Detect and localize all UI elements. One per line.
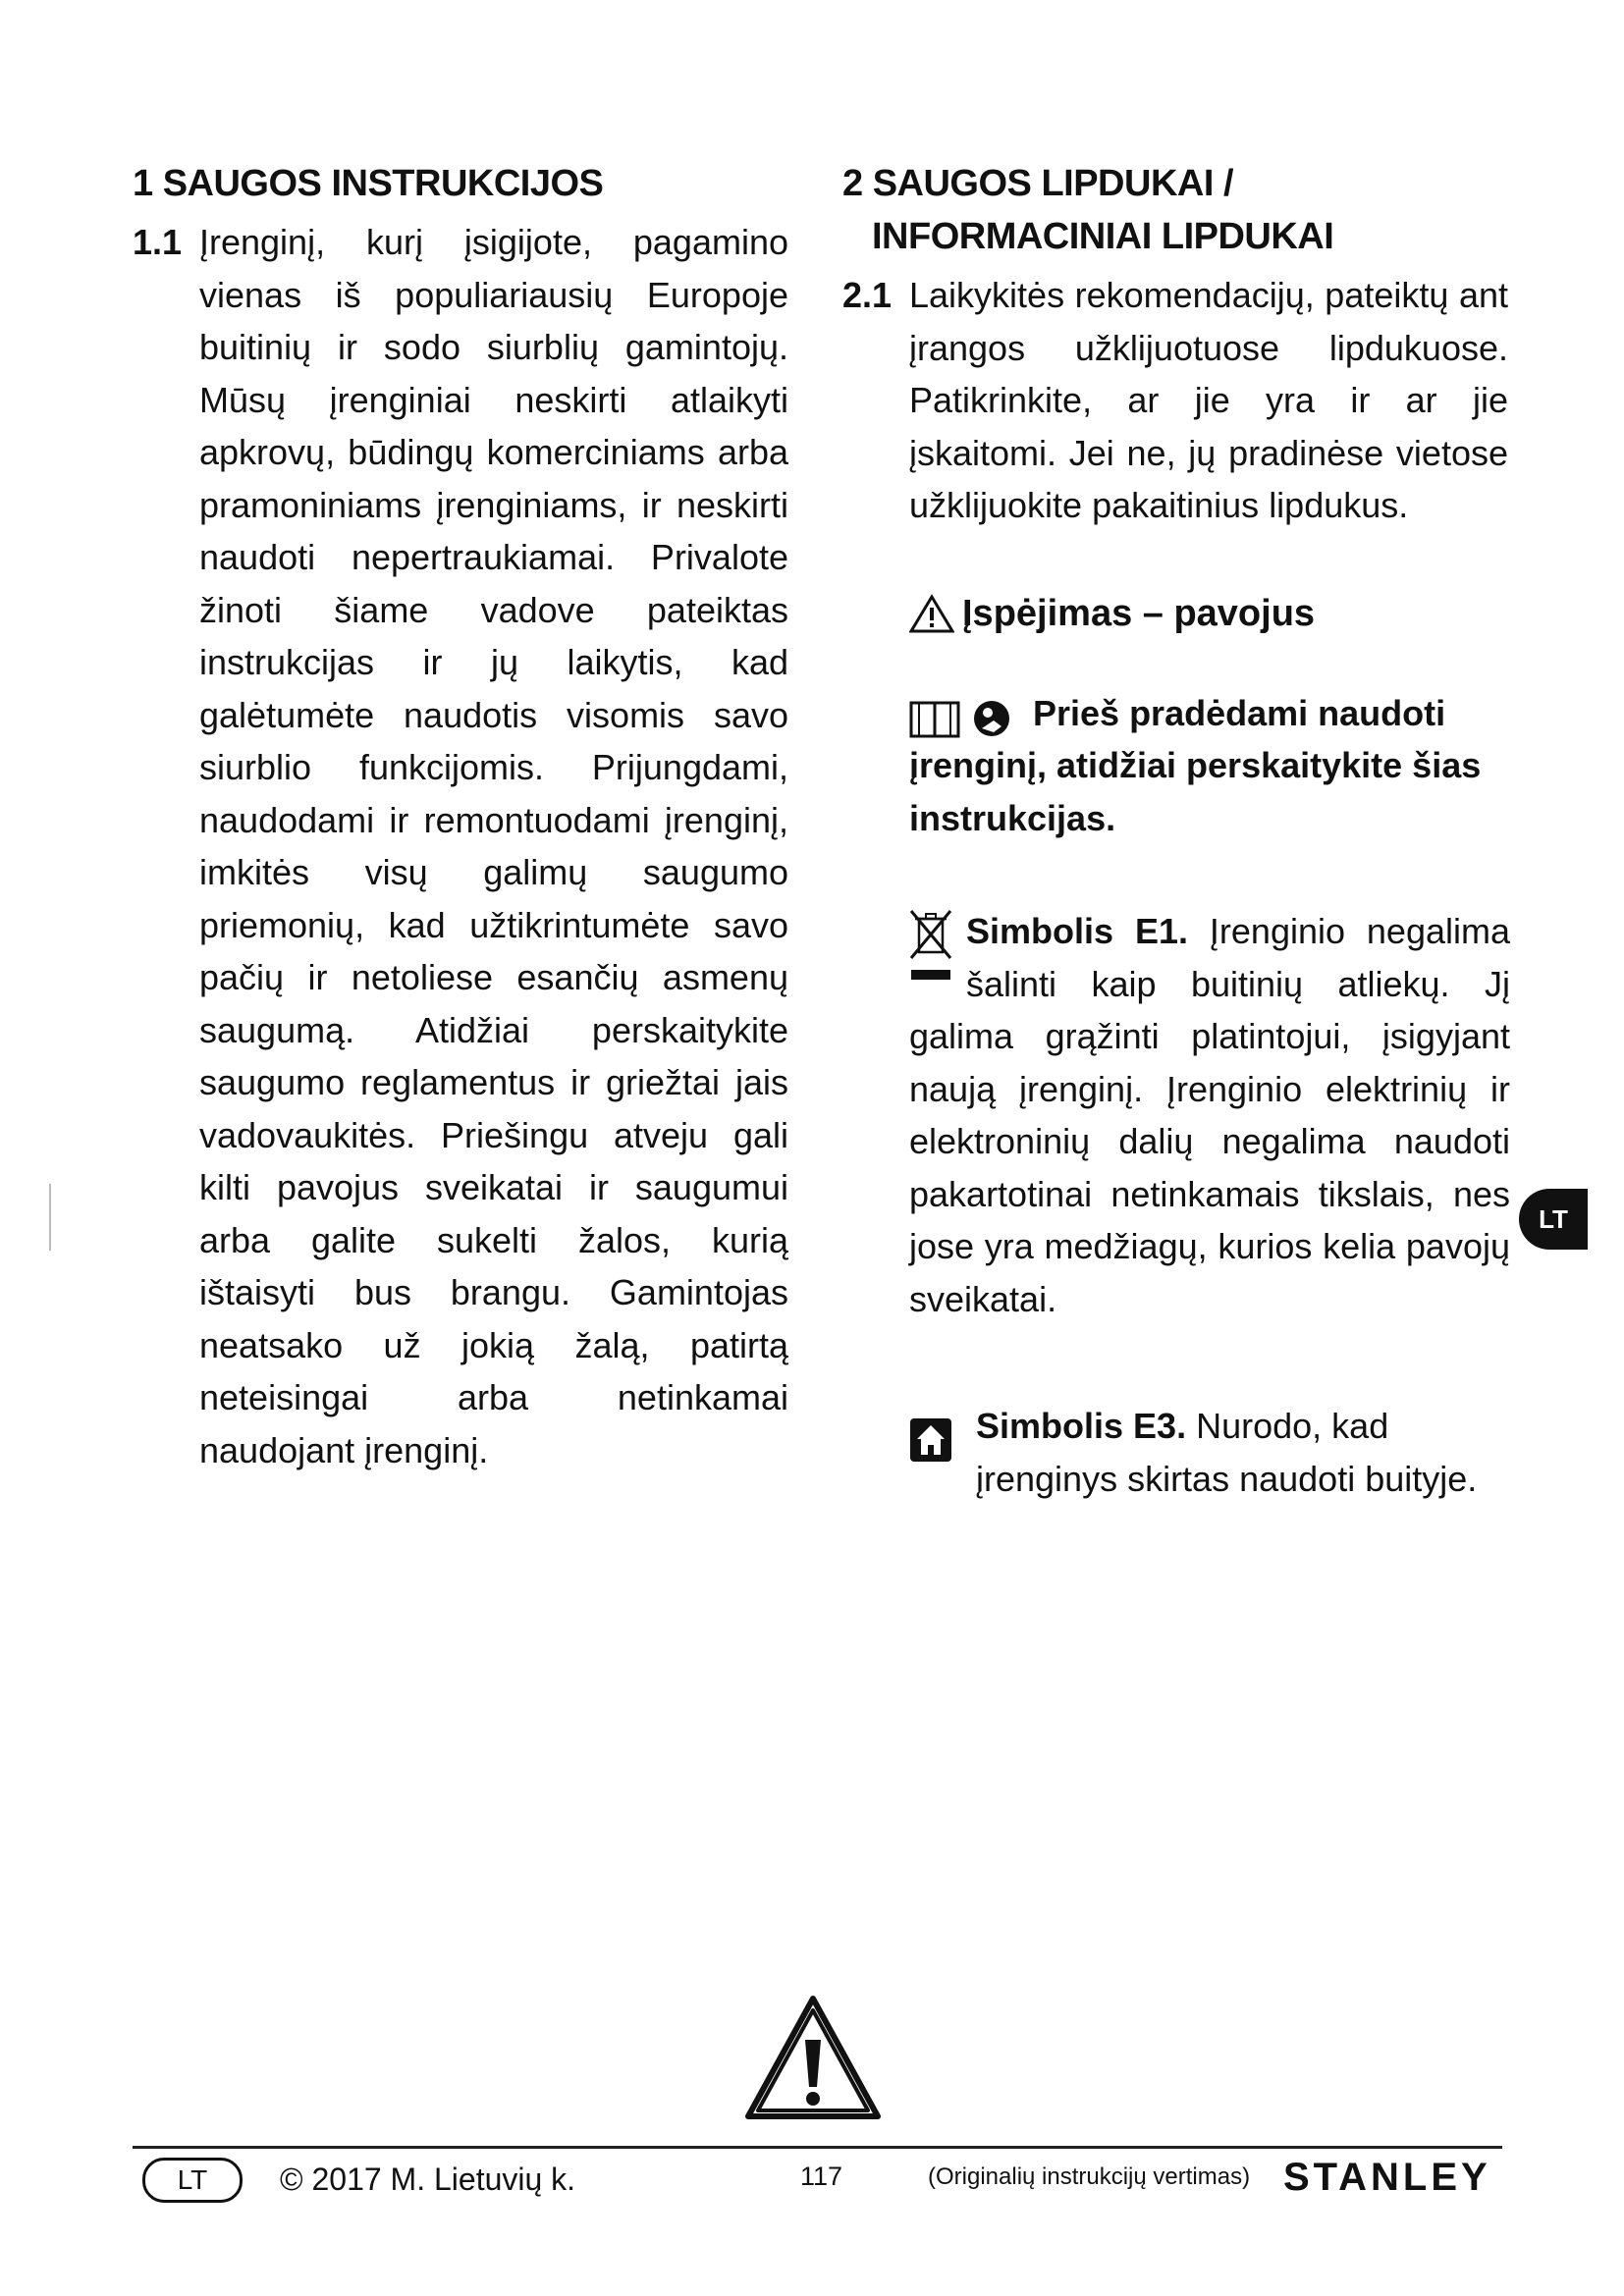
read-instructions-text: Prieš pradėdami naudoti įrenginį, atidžiai perskaitykite šias instrukcijas. (909, 692, 1482, 838)
page-number: 117 (800, 2162, 843, 2191)
house-icon (909, 1417, 952, 1463)
warning-title: Įspėjimas – pavojus (962, 592, 1316, 634)
footer-rule (133, 2146, 1502, 2149)
language-side-tab: LT (1519, 1189, 1588, 1250)
warning-triangle-icon (744, 1993, 882, 2120)
margin-mark (49, 1184, 51, 1251)
section2-heading-line1: 2 SAUGOS LIPDUKAI / (842, 163, 1233, 204)
footer-language-badge: LT (142, 2158, 243, 2203)
symbol-e3-text-wrap (976, 1400, 1510, 1505)
symbol-e3-block (909, 1400, 1510, 1505)
footer-original-note: (Originalių instrukcijų vertimas) (928, 2163, 1251, 2190)
warning-row (909, 587, 1510, 640)
section1-item (133, 216, 800, 1476)
section2-paragraph: Laikykitės rekomendacijų, pateiktų ant įrangos užklijuotuose lipdukuose. Patikrinkite, ar jie yra ir ar jie įskaitomi. Jei ne, jų pradinėse vietose užklijuokite pakaitinius lipdukus. (909, 275, 1508, 525)
section1-paragraph: Įrenginį, kurį įsigijote, pagamino vienas iš populiariausių Europoje buitinių ir sodo siurblių gamintojų. Mūsų įrenginiai neskirti atlaikyti apkrovų, būdingų komerciniams arba pramoniniams įrenginiams, ir neskirti naudoti nepertraukiamai. Privalote žinoti šiame vadove pateiktas instrukcijas ir jų laikytis, kad galėtumėte naudotis visomis savo siurblio funkcijomis. Prijungdami, naudodami ir remontuodami įrenginį, imkitės visų galimų saugumo priemonių, kad užtikrintumėte savo pačių ir netoliese esančių asmenų saugumą. Atidžiai perskaitykite saugumo reglamentus ir griežtai jais vadovaukitės. Priešingu atveju gali kilti pavojus sveikatai ir saugumui arba galite sukelti žalos, kurią ištaisyti bus brangu. Gamintojas neatsako už jokią žalą, patirtą neteisingai arba netinkamai naudojant įrenginį. (199, 222, 788, 1470)
read-manual-icon (972, 699, 1011, 738)
book-icon (909, 699, 960, 738)
section2-item (842, 269, 1510, 532)
column-left (133, 157, 800, 1476)
warning-triangle-icon (909, 594, 954, 633)
symbol-e3-text: Nurodo, kad įrenginys skirtas naudoti buityje. (976, 1406, 1478, 1499)
section1-heading: 1 SAUGOS INSTRUKCIJOS (133, 163, 604, 204)
footer-copyright: © 2017 M. Lietuvių k. (280, 2162, 576, 2197)
footer (133, 2156, 1502, 2215)
section2-heading-line2: INFORMACINIAI LIPDUKAI (872, 216, 1334, 257)
symbol-e1-block (909, 905, 1510, 1325)
brand-logo: STANLEY (1283, 2156, 1491, 2199)
read-icons (909, 699, 1011, 738)
column-right (842, 157, 1510, 1505)
symbol-e1-label: Simbolis E1. (966, 911, 1188, 951)
section2-item-number: 2.1 (842, 275, 893, 315)
crossed-bin-icon (909, 909, 952, 986)
read-instructions-block (909, 687, 1510, 845)
symbol-e3-label: Simbolis E3. (976, 1406, 1187, 1446)
section1-item-number: 1.1 (133, 222, 183, 262)
symbol-e1-text: Įrenginio negalima šalinti kaip buitinių atliekų. Jį galima grąžinti platintojui, įsigyjant naują įrenginį. Įrenginio elektrinių ir elektroninių dalių negalima naudoti pakartotinai netinkamais tikslais, nes jose yra medžiagų, kurios kelia pavojų sveikatai. (909, 911, 1510, 1319)
